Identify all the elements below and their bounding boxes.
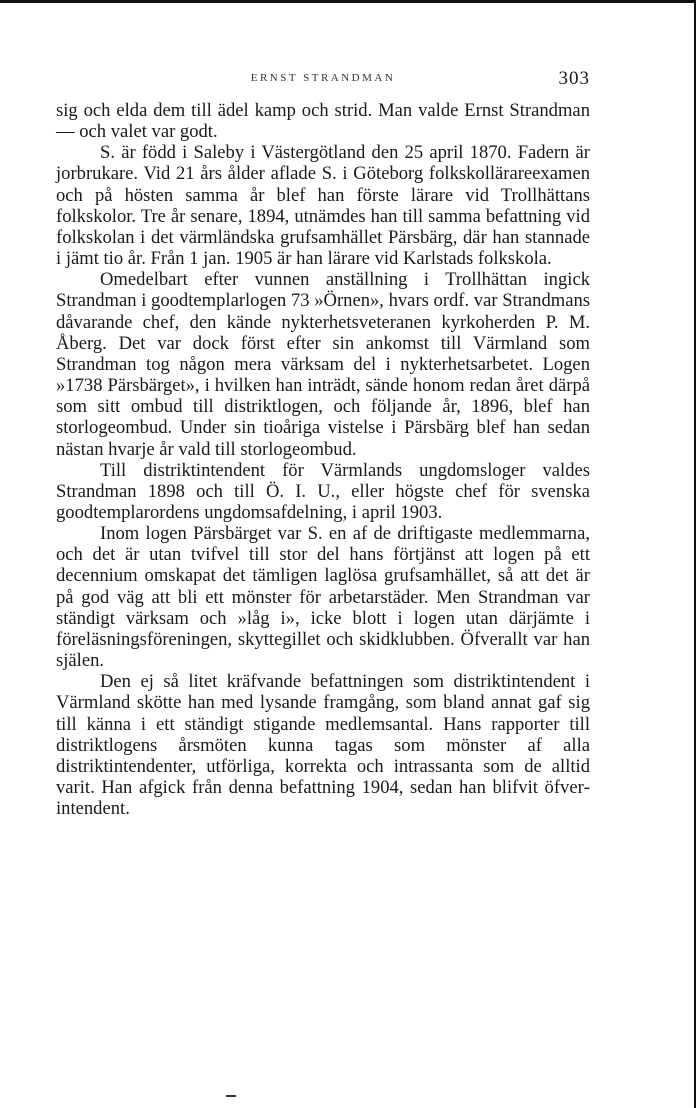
page-number: 303 xyxy=(558,68,590,89)
paragraph-varmland-duty: Den ej så litet kräfvande befattningen som distriktintendent i Värmland skötte han med lysande framgång, som bland annat gaf sig till känna i ett ständigt stigande medlemsantal. Hans rapporter till distriktlogens årsmöten kunna tagas som mönster af alla distriktintendenter, utförliga, korrekta och intrassanta som de alltid varit. Han afgick från denna befattning 1904, sedan han blifvit öfverintendent. xyxy=(56,671,590,820)
body-text xyxy=(56,100,590,819)
top-border xyxy=(0,0,696,3)
paragraph-continuation: sig och elda dem till ädel kamp och strid. Man valde Ernst Strandman — och valet var godt. xyxy=(56,100,590,143)
paragraph-district-intendent: Till distriktintendent för Värmlands ungdomsloger valdes Strandman 1898 och till Ö. I. U., eller högste chef för svenska goodtemplarordens ungdomsafdelning, i april 1903. xyxy=(56,459,590,523)
paragraph-lodge-parsbarget: Inom logen Pärsbärget var S. en af de driftigaste medlemmarna, och det är utan tvifvel till stor del hans förtjänst att logen på ett decennium omskapat det tämligen laglösa grufsamhället, så att det är på god väg att bli ett mönster för arbetarstäder. Men Strandman var ständigt värksam och »låg i», icke blott i logen utan därjämte i föreläsningsföreningen, skyttegillet och skidklubben. Öfverallt var han själen. xyxy=(56,523,590,672)
paragraph-goodtemplar: Omedelbart efter vunnen anställning i Trollhättan ingick Strandman i goodtemplarlogen 73 »Örnen», hvars ordf. var Strandmans dåvarande chef, den kände nykterhetsveteranen kyrkoherden P. M. Åberg. Det var dock först efter sin ankomst till Värmland som Strandman tog någon mera värksam del i nykterhetsarbetet. Logen »1738 Pärsbärget», i hvilken han inträdt, sände honom redan året därpå som sitt ombud till distriktlogen, och följande år, 1896, blef han storlogeombud. Under sin tioåriga vistelse i Pärsbärg blef han sedan nästan hvarje år vald till storlogeombud. xyxy=(56,269,590,460)
paragraph-birth: S. är född i Saleby i Västergötland den 25 april 1870. Fadern är jorbrukare. Vid 21 års ålder aflade S. i Göteborg folkskollärareexamen och på hösten samma år blef han förste lärare vid Trollhättans folkskolor. Tre år senare, 1894, utnämdes han till samma befattning vid folkskolan i det värmländska grufsamhället Pärsbärg, där han stannade i jämt tio år. Från 1 jan. 1905 är han lärare vid Karlstads folkskola. xyxy=(56,142,590,270)
running-head: ERNST STRANDMAN xyxy=(250,72,396,84)
footer-mark xyxy=(226,1095,236,1097)
page-header xyxy=(56,70,590,92)
